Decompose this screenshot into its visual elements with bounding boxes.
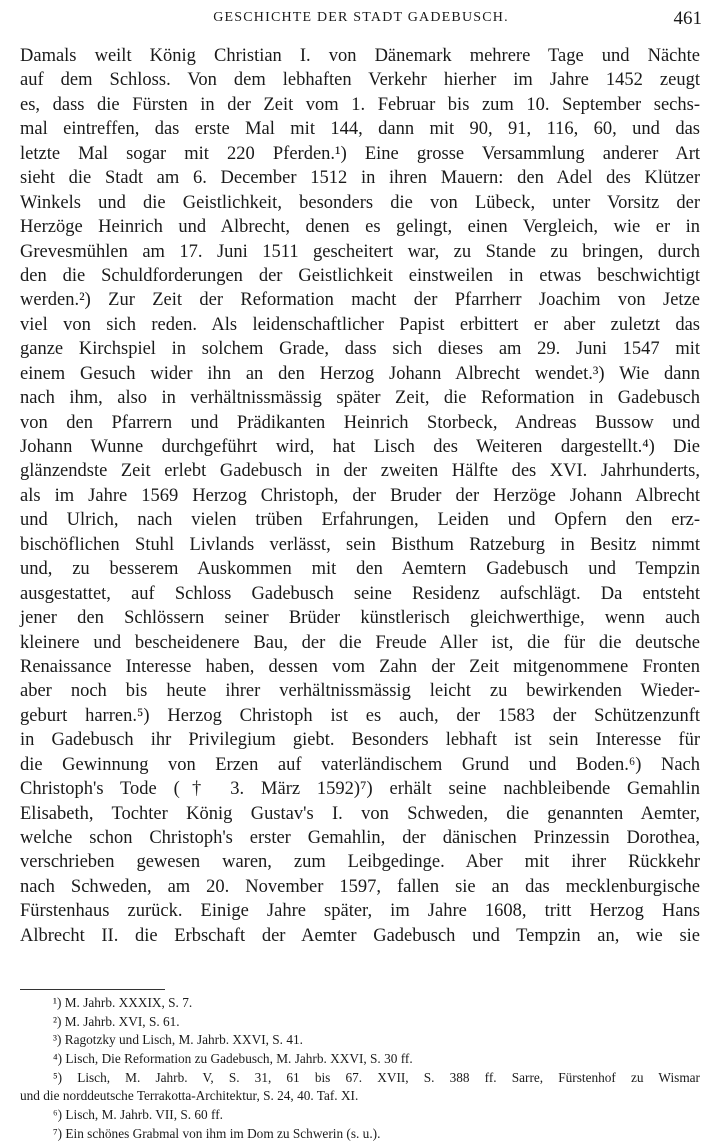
body-line: in Gadebusch ihr Privilegium giebt. Besonders lebhaft ist sein Interesse für (20, 730, 700, 751)
body-line: Grevesmühlen am 17. Juni 1511 gescheitert war, zu Stande zu bringen, durch (20, 241, 700, 262)
body-line: Johann Wunne durchgeführt wird, hat Lisch des Weiteren dargestellt.⁴) Die (20, 437, 700, 457)
page-number: 461 (673, 8, 702, 29)
footnote: ³) Ragotzky und Lisch, M. Jahrb. XXVI, S. 41. (53, 1032, 303, 1048)
body-line: letzte Mal sogar mit 220 Pferden.¹) Eine grosse Versammlung anderer Art (20, 143, 700, 164)
body-line: kleinere und bescheidenere Bau, der die Freude Aller ist, die für die deutsche (20, 632, 700, 653)
body-line: viel von sich reden. Als leidenschaftlicher Papist erbittert er aber zuletzt das (20, 314, 700, 335)
body-line: Winkels und die Geistlichkeit, besonders die von Lübeck, unter Vorsitz der (20, 192, 700, 213)
body-line: und, zu besserem Auskommen mit den Aemtern Gadebusch und Tempzin (20, 559, 700, 580)
body-line: Fürstenhaus zurück. Einige Jahre später, im Jahre 1608, tritt Herzog Hans (20, 901, 700, 922)
body-line: geburt harren.⁵) Herzog Christoph ist es auch, der 1583 der Schützenzunft (20, 705, 700, 726)
running-head (20, 8, 702, 30)
body-line: Renaissance Interesse haben, dessen vom Zahn der Zeit mitgenommene Fronten (20, 656, 700, 677)
body-line: Damals weilt König Christian I. von Dänemark mehrere Tage und Nächte (20, 46, 700, 66)
body-line: die Gewinnung von Erzen auf vaterländischem Grund und Boden.⁶) Nach (20, 754, 700, 775)
body-line: den die Schuldforderungen der Geistlichkeit einstweilen in etwas beschwichtigt (20, 265, 700, 286)
footnote: ²) M. Jahrb. XVI, S. 61. (53, 1013, 180, 1029)
footnote-rule (20, 989, 165, 990)
footnote: ⁵) Lisch, M. Jahrb. V, S. 31, 61 bis 67. XVII, S. 388 ff. Sarre, Fürstenhof zu Wismar (53, 1069, 700, 1085)
body-line: als im Jahre 1569 Herzog Christoph, der Bruder der Herzöge Johann Albrecht (20, 485, 700, 506)
body-line: aber noch bis heute ihrer verhältnissmässig leicht zu bewirkenden Wieder- (20, 681, 700, 702)
body-line: bischöflichen Stuhl Livlands verlässt, sein Bisthum Ratzeburg in Besitz nimmt (20, 534, 700, 555)
body-line: glänzendste Zeit erlebt Gadebusch in der zweiten Hälfte des XVI. Jahrhunderts, (20, 461, 700, 482)
body-line: verschrieben gewesen waren, zum Leibgedinge. Aber mit ihrer Rückkehr (20, 852, 700, 873)
body-line: mal eintreffen, das erste Mal mit 144, dann mit 90, 91, 116, 60, und das (20, 119, 700, 140)
body-text (20, 44, 700, 948)
body-line: einem Gesuch wider ihn an den Herzog Johann Albrecht wendet.³) Wie dann (20, 363, 700, 384)
body-line: ganze Kirchspiel in solchem Grade, dass sich dieses am 29. Juni 1547 mit (20, 339, 700, 360)
body-line: welche schon Christoph's erster Gemahlin, der dänischen Prinzessin Dorothea, (20, 828, 700, 848)
body-line: und Ulrich, nach vielen trüben Erfahrungen, Leiden und Opfern den erz- (20, 510, 700, 531)
footnote: ⁷) Ein schönes Grabmal von ihm im Dom zu Schwerin (s. u.). (53, 1125, 381, 1141)
body-line: nach ihm, also in verhältnissmässig später Zeit, die Reformation in Gadebusch (20, 388, 700, 409)
body-line: Christoph's Tode († 3. März 1592)⁷) erhält seine nachbleibende Gemahlin (20, 779, 700, 800)
footnotes (20, 994, 700, 1144)
body-line: auf dem Schloss. Von dem lebhaften Verkehr hierher im Jahre 1452 zeugt (20, 70, 700, 91)
body-line: nach Schweden, am 20. November 1597, fallen sie an das mecklenburgische (20, 876, 700, 897)
footnote: ⁴) Lisch, Die Reformation zu Gadebusch, M. Jahrb. XXVI, S. 30 ff. (53, 1051, 413, 1067)
body-line: Albrecht II. die Erbschaft der Aemter Gadebusch und Tempzin an, wie sie (20, 925, 700, 946)
footnote: ¹) M. Jahrb. XXXIX, S. 7. (53, 995, 193, 1010)
running-title: GESCHICHTE DER STADT GADEBUSCH. (213, 10, 509, 25)
body-line: von den Pfarrern und Prädikanten Heinrich Storbeck, Andreas Bussow und (20, 412, 700, 433)
body-line: sieht die Stadt am 6. December 1512 in ihren Mauern: den Adel des Klützer (20, 168, 700, 189)
footnote: ⁶) Lisch, M. Jahrb. VII, S. 60 ff. (53, 1107, 223, 1123)
body-line: Elisabeth, Tochter König Gustav's I. von Schweden, die genannten Aemter, (20, 803, 700, 824)
body-line: es, dass die Fürsten in der Zeit vom 1. Februar bis zum 10. September sechs- (20, 94, 700, 115)
body-line: Herzöge Heinrich und Albrecht, denen es gelingt, einen Vergleich, wie er in (20, 217, 700, 238)
footnote-continuation: und die norddeutsche Terrakotta-Architektur, S. 24, 40. Taf. XI. (20, 1088, 359, 1104)
body-line: ausgestattet, auf Schloss Gadebusch seine Residenz aufschlägt. Da entsteht (20, 583, 700, 604)
body-line: jener den Schlössern seiner Brüder künstlerisch gleichwerthige, wenn auch (20, 608, 700, 629)
body-line: werden.²) Zur Zeit der Reformation macht der Pfarrherr Joachim von Jetze (20, 290, 700, 311)
